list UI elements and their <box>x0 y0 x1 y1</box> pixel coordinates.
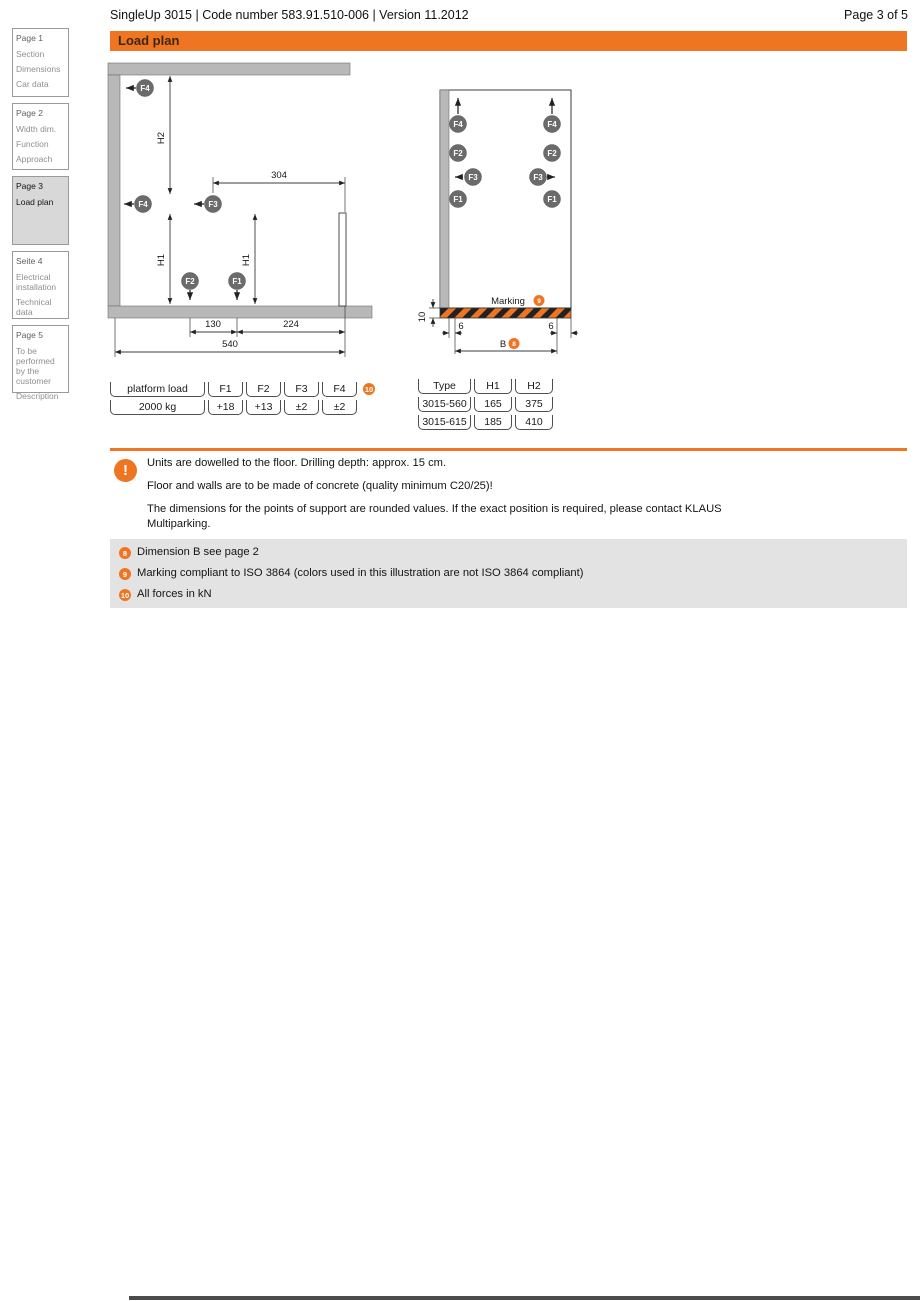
svg-text:9: 9 <box>537 298 541 305</box>
sidebar-box-title: Page 5 <box>16 330 43 340</box>
type-table <box>418 379 553 433</box>
installation-notes <box>147 456 747 540</box>
load-table-header-row <box>110 382 375 397</box>
marking-label: Marking <box>491 296 525 307</box>
sidebar-box-page4 <box>12 251 69 319</box>
footnote-10-badge: 10 <box>364 384 374 394</box>
document-title: SingleUp 3015 | Code number 583.91.510-006 | Version 11.2012 <box>110 8 469 22</box>
dim-224-label: 224 <box>283 319 299 330</box>
load-table-cell-weight: 2000 kg <box>110 400 205 415</box>
warning-icon: ! <box>114 459 137 482</box>
h1-cell: 185 <box>474 415 512 430</box>
plan-view-diagram <box>108 60 380 362</box>
load-table-header-platform-load: platform load <box>110 382 205 397</box>
footnotes-panel <box>110 539 907 608</box>
svg-text:F3: F3 <box>533 173 543 182</box>
svg-text:F4: F4 <box>138 200 148 209</box>
sidebar-box-title: Page 1 <box>16 33 43 43</box>
type-table-header-type: Type <box>418 379 471 394</box>
sidebar-item-function: Function <box>16 139 49 150</box>
plan-force-points <box>124 80 246 301</box>
type-table-header-row <box>418 379 553 394</box>
dim-540-label: 540 <box>222 339 238 350</box>
sidebar-item-electrical-installation: Electrical installation <box>16 272 57 293</box>
load-table-header-f1: F1 <box>208 382 243 397</box>
platform-load-table <box>110 382 375 418</box>
note-concrete: Floor and walls are to be made of concrete (quality minimum C20/25)! <box>147 480 493 493</box>
page-footer-rule <box>129 1296 920 1300</box>
svg-text:F2: F2 <box>547 149 557 158</box>
elevation-view-diagram <box>415 85 580 360</box>
sidebar-item-customer-work: To be performed by the customer <box>16 346 55 387</box>
footnote-9-badge: 9 <box>119 568 131 580</box>
footnote-8-badge: 8 <box>119 547 131 559</box>
sidebar-item-car-data: Car data <box>16 79 49 90</box>
load-table-header-f2: F2 <box>246 382 281 397</box>
svg-text:F4: F4 <box>453 120 463 129</box>
marking-label-group <box>491 295 544 307</box>
footnote-10 <box>119 588 898 601</box>
dim-6-right-label: 6 <box>548 321 554 332</box>
type-table-header-h2: H2 <box>515 379 553 394</box>
sidebar-item-technical-data: Technical data <box>16 297 52 318</box>
load-table-header-f3: F3 <box>284 382 319 397</box>
svg-text:F3: F3 <box>468 173 478 182</box>
sidebar-box-page1 <box>12 28 69 97</box>
sidebar-item-description: Description <box>16 391 59 402</box>
sidebar-item-width-dim: Width dim. <box>16 124 57 135</box>
svg-text:F4: F4 <box>140 84 150 93</box>
elevation-wall <box>440 90 449 308</box>
h2-cell: 375 <box>515 397 553 412</box>
footnote-9-text: Marking compliant to ISO 3864 (colors used in this illustration are not ISO 3864 compliant) <box>137 567 584 579</box>
section-banner-label: Load plan <box>118 33 180 48</box>
dim-h1-left-label: H1 <box>156 253 167 267</box>
hazard-marking-strip <box>440 308 571 318</box>
h1-cell: 165 <box>474 397 512 412</box>
sidebar-box-page3-active <box>12 176 69 245</box>
sidebar-box-title: Page 3 <box>16 181 43 191</box>
h2-cell: 410 <box>515 415 553 430</box>
section-banner <box>110 31 907 51</box>
svg-text:F2: F2 <box>453 149 463 158</box>
type-cell: 3015-560 <box>418 397 471 412</box>
footnote-8 <box>119 546 898 559</box>
page-indicator: Page 3 of 5 <box>844 8 908 22</box>
svg-text:8: 8 <box>512 341 516 348</box>
footnote-9 <box>119 567 898 580</box>
sidebar-box-title: Page 2 <box>16 108 43 118</box>
svg-text:F1: F1 <box>547 195 557 204</box>
type-table-row-3015-560 <box>418 397 553 412</box>
svg-text:F1: F1 <box>232 277 242 286</box>
footnote-10-badge: 10 <box>120 590 130 600</box>
load-table-header-f4: F4 <box>322 382 357 397</box>
dim-130-label: 130 <box>205 319 221 330</box>
note-rounded-values: The dimensions for the points of support are rounded values. If the exact position is required, please contact KLAUS Multiparking. <box>147 503 722 530</box>
load-table-cell-f2: +13 <box>246 400 281 415</box>
load-table-cell-f1: +18 <box>208 400 243 415</box>
sidebar-box-page5 <box>12 325 69 402</box>
sidebar-box-page2 <box>12 103 69 170</box>
type-table-row-3015-615 <box>418 415 553 430</box>
dim-h1-right-label: H1 <box>241 253 252 267</box>
dim-h2-label: H2 <box>156 131 167 145</box>
platform-edge <box>339 213 346 306</box>
load-table-value-row <box>110 400 375 415</box>
type-table-header-h1: H1 <box>474 379 512 394</box>
dim-304-label: 304 <box>271 170 287 181</box>
dim-6-left-label: 6 <box>458 321 464 332</box>
svg-text:F4: F4 <box>547 120 557 129</box>
accent-divider <box>110 448 907 451</box>
sidebar-item-approach: Approach <box>16 154 53 165</box>
sidebar-page-nav <box>12 28 69 402</box>
elevation-force-points <box>450 98 561 208</box>
note-dowelled: Units are dowelled to the floor. Drilling depth: approx. 15 cm. <box>147 457 447 469</box>
sidebar-item-dimensions: Dimensions <box>16 64 61 75</box>
type-cell: 3015-615 <box>418 415 471 430</box>
dim-10-label: 10 <box>417 311 428 323</box>
footnote-10-text: All forces in kN <box>137 588 212 600</box>
svg-text:F1: F1 <box>453 195 463 204</box>
footnote-8-text: Dimension B see page 2 <box>137 546 259 558</box>
sidebar-box-title: Seite 4 <box>16 256 43 266</box>
svg-text:F3: F3 <box>208 200 218 209</box>
svg-text:F2: F2 <box>185 277 195 286</box>
sidebar-item-section: Section <box>16 49 45 60</box>
load-table-cell-f3: ±2 <box>284 400 319 415</box>
load-table-cell-f4: ±2 <box>322 400 357 415</box>
sidebar-item-load-plan: Load plan <box>16 197 54 208</box>
dim-b-label: B <box>499 339 507 350</box>
